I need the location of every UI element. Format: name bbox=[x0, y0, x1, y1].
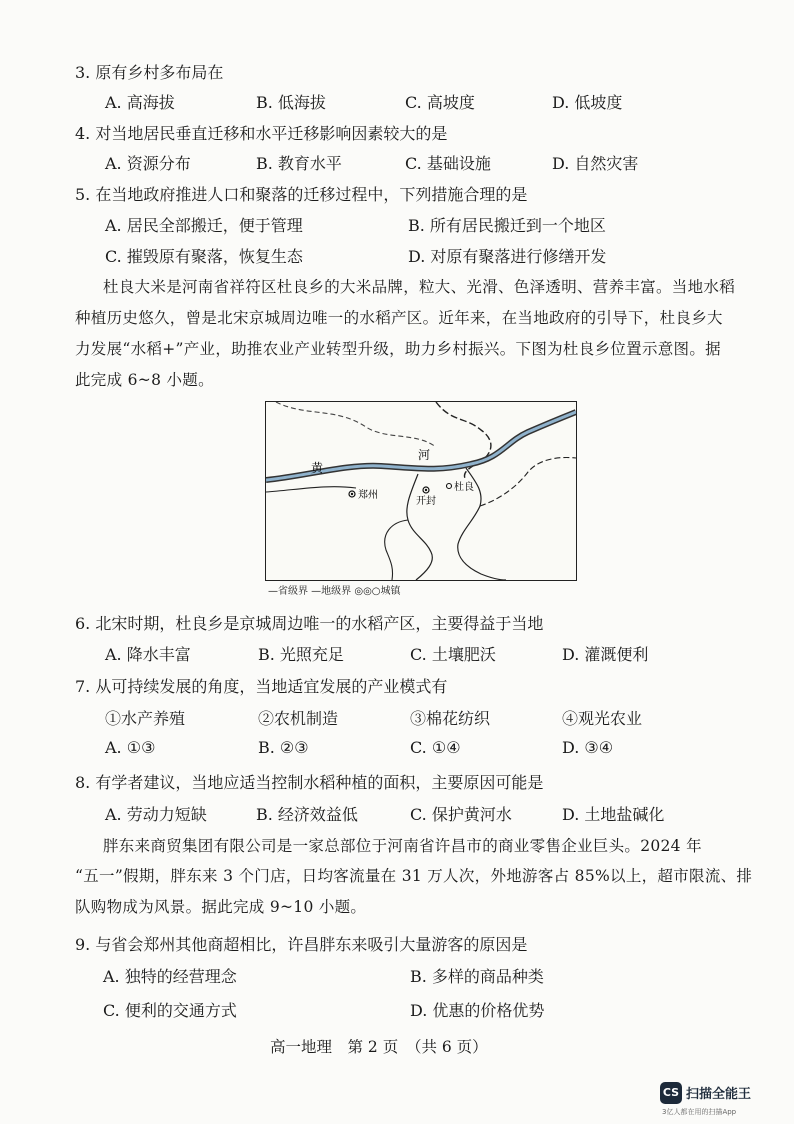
duliang-label: 杜良 bbox=[454, 482, 474, 493]
q8-option-d: D. 土地盐碱化 bbox=[562, 805, 665, 824]
passage2-line-2: “五一”假期，胖东来 3 个门店，日均客流量在 31 万人次，外地游客占 85%以上，超市限流、排 bbox=[75, 867, 753, 885]
question-8-stem: 8. 有学者建议，当地应适当控制水稻种植的面积，主要原因可能是 bbox=[75, 773, 544, 792]
q5-option-c: C. 摧毁原有聚落，恢复生态 bbox=[105, 247, 303, 266]
q3-option-d: D. 低坡度 bbox=[552, 93, 623, 112]
q6-option-a: A. 降水丰富 bbox=[105, 645, 191, 664]
question-3-stem: 3. 原有乡村多布局在 bbox=[75, 63, 224, 82]
q4-option-b: B. 教育水平 bbox=[256, 154, 342, 173]
q7-option-d: D. ③④ bbox=[562, 738, 614, 757]
scanner-tagline: 3亿人都在用的扫描App bbox=[662, 1108, 737, 1116]
provincial-boundary-east bbox=[480, 458, 576, 506]
scanner-watermark bbox=[660, 1080, 778, 1120]
q8-option-a: A. 劳动力短缺 bbox=[105, 805, 207, 824]
passage2-line-3: 队购物成为风景。据此完成 9~10 小题。 bbox=[75, 898, 367, 916]
scanner-app-name: 扫描全能王 bbox=[686, 1087, 752, 1102]
boundary-west bbox=[266, 487, 356, 492]
q7-option-b: B. ②③ bbox=[258, 738, 309, 757]
question-9-stem: 9. 与省会郑州其他商超相比，许昌胖东来吸引大量游客的原因是 bbox=[75, 935, 528, 954]
q5-option-b: B. 所有居民搬迁到一个地区 bbox=[408, 216, 606, 235]
q8-option-c: C. 保护黄河水 bbox=[410, 805, 512, 824]
q7-option-a: A. ①③ bbox=[105, 738, 156, 757]
passage1-line-1: 杜良大米是河南省祥符区杜良乡的大米品牌，粒大、光滑、色泽透明、营养丰富。当地水稻 bbox=[103, 278, 736, 296]
river-char-2: 河 bbox=[418, 448, 431, 462]
question-4-stem: 4. 对当地居民垂直迁移和水平迁移影响因素较大的是 bbox=[75, 124, 448, 143]
location-map bbox=[265, 401, 577, 581]
q9-option-c: C. 便利的交通方式 bbox=[103, 1001, 237, 1020]
boundary-north bbox=[276, 402, 436, 447]
q6-option-d: D. 灌溉便利 bbox=[562, 645, 649, 664]
q5-option-d: D. 对原有聚落进行修缮开发 bbox=[408, 247, 607, 266]
q5-option-a: A. 居民全部搬迁，便于管理 bbox=[105, 216, 303, 235]
kaifeng-label: 开封 bbox=[416, 496, 436, 507]
q4-option-a: A. 资源分布 bbox=[105, 154, 191, 173]
q3-option-c: C. 高坡度 bbox=[405, 93, 475, 112]
q9-option-a: A. 独特的经营理念 bbox=[103, 967, 237, 986]
q7-item-3: ③棉花纺织 bbox=[410, 709, 491, 728]
q7-option-c: C. ①④ bbox=[410, 738, 461, 757]
map-legend: —省级界 —地级界 ◎◎○城镇 bbox=[268, 586, 401, 597]
q9-option-d: D. 优惠的价格优势 bbox=[410, 1001, 545, 1020]
q9-option-b: B. 多样的商品种类 bbox=[410, 967, 544, 986]
q8-option-b: B. 经济效益低 bbox=[256, 805, 358, 824]
river-char-1: 黄 bbox=[311, 461, 324, 475]
q4-option-d: D. 自然灾害 bbox=[552, 154, 639, 173]
q7-item-4: ④观光农业 bbox=[562, 709, 643, 728]
question-5-stem: 5. 在当地政府推进人口和聚落的迁移过程中，下列措施合理的是 bbox=[75, 185, 528, 204]
q4-option-c: C. 基础设施 bbox=[405, 154, 491, 173]
q7-item-2: ②农机制造 bbox=[258, 709, 339, 728]
question-6-stem: 6. 北宋时期，杜良乡是京城周边唯一的水稻产区，主要得益于当地 bbox=[75, 614, 544, 633]
prefecture-boundary-south bbox=[385, 520, 408, 580]
page-footer: 高一地理 第 2 页 （共 6 页） bbox=[270, 1038, 488, 1056]
passage1-line-2: 种植历史悠久，曾是北宋京城周边唯一的水稻产区。近年来，在当地政府的引导下，杜良乡大 bbox=[75, 309, 723, 327]
duliang-marker bbox=[447, 484, 452, 489]
q6-option-b: B. 光照充足 bbox=[258, 645, 344, 664]
passage2-line-1: 胖东来商贸集团有限公司是一家总部位于河南省许昌市的商业零售企业巨头。2024 年 bbox=[103, 837, 702, 855]
q3-option-a: A. 高海拔 bbox=[105, 93, 175, 112]
map-drawing bbox=[266, 402, 576, 580]
q7-item-1: ①水产养殖 bbox=[105, 709, 186, 728]
q6-option-c: C. 土壤肥沃 bbox=[410, 645, 496, 664]
q3-option-b: B. 低海拔 bbox=[256, 93, 326, 112]
question-7-stem: 7. 从可持续发展的角度，当地适宜发展的产业模式有 bbox=[75, 677, 448, 696]
passage1-line-4: 此完成 6~8 小题。 bbox=[75, 371, 214, 389]
zhengzhou-label: 郑州 bbox=[358, 490, 378, 501]
passage1-line-3: 力发展“水稻+”产业，助推农业产业转型升级，助力乡村振兴。下图为杜良乡位置示意图。据 bbox=[75, 340, 721, 358]
camscanner-logo-icon: CS bbox=[660, 1082, 682, 1104]
